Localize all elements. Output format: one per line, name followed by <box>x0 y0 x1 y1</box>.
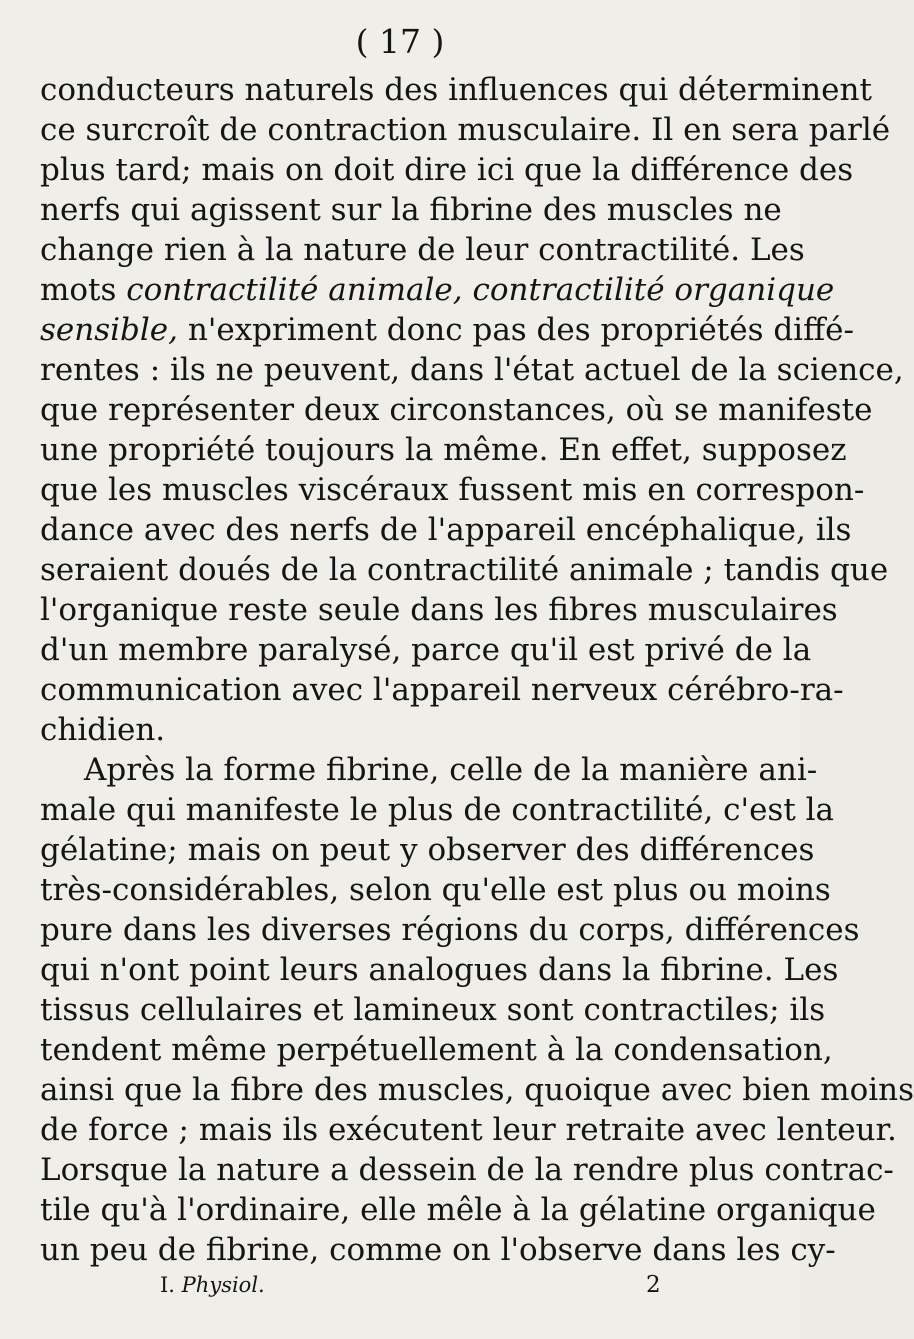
text-line: très-considérables, selon qu'elle est plus ou moins <box>40 872 831 908</box>
text-line: tile qu'à l'ordinaire, elle mêle à la gélatine organique <box>40 1192 876 1228</box>
text-line: communication avec l'appareil nerveux cérébro-ra- <box>40 672 844 708</box>
text-line: conducteurs naturels des influences qui déterminent <box>40 72 872 108</box>
text-line: de force ; mais ils exécutent leur retraite avec lenteur. <box>40 1112 897 1148</box>
text-line-with-italics <box>40 310 854 350</box>
text-line: tendent même perpétuellement à la condensation, <box>40 1032 833 1068</box>
text-line: que les muscles viscéraux fussent mis en correspon- <box>40 472 865 508</box>
text-line: un peu de fibrine, comme on l'observe dans les cy- <box>40 1232 836 1268</box>
text-line: change rien à la nature de leur contractilité. Les <box>40 232 805 268</box>
text-line: nerfs qui agissent sur la fibrine des muscles ne <box>40 192 782 228</box>
text-line: plus tard; mais on doit dire ici que la différence des <box>40 152 854 188</box>
text-line: tissus cellulaires et lamineux sont contractiles; ils <box>40 992 826 1028</box>
text-line: chidien. <box>40 712 166 748</box>
italic-phrase: contractilité animale, contractilité organique <box>126 272 835 308</box>
text-line: que représenter deux circonstances, où se manifeste <box>40 392 873 428</box>
text-line: gélatine; mais on peut y observer des différences <box>40 832 815 868</box>
text-line: Lorsque la nature a dessein de la rendre plus contrac- <box>40 1152 894 1188</box>
paragraph-first-line: Après la forme fibrine, celle de la manière ani- <box>84 752 818 788</box>
line-suffix: n'expriment donc pas des propriétés diffé- <box>178 312 854 348</box>
line-prefix: mots <box>40 272 127 308</box>
text-line: d'un membre paralysé, parce qu'il est privé de la <box>40 632 812 668</box>
text-line: seraient doués de la contractilité animale ; tandis que <box>40 552 889 588</box>
text-line: ainsi que la fibre des muscles, quoique avec bien moins <box>40 1072 914 1108</box>
page-number: ( 17 ) <box>355 22 445 61</box>
text-line-with-italics <box>40 270 835 310</box>
text-line: l'organique reste seule dans les fibres musculaires <box>40 592 838 628</box>
text-line: une propriété toujours la même. En effet, supposez <box>40 432 847 468</box>
text-line: dance avec des nerfs de l'appareil encéphalique, ils <box>40 512 852 548</box>
text-line: male qui manifeste le plus de contractilité, c'est la <box>40 792 835 828</box>
text-line: rentes : ils ne peuvent, dans l'état actuel de la science, <box>40 352 904 388</box>
footer-signature <box>160 1270 265 1300</box>
sheet-number: 2 <box>646 1272 661 1298</box>
signature-title: Physiol. <box>181 1273 265 1297</box>
signature-volume: I. <box>160 1273 175 1297</box>
text-line: qui n'ont point leurs analogues dans la fibrine. Les <box>40 952 839 988</box>
text-line: ce surcroît de contraction musculaire. Il en sera parlé <box>40 112 891 148</box>
italic-phrase: sensible, <box>40 312 179 348</box>
text-line: pure dans les diverses régions du corps, différences <box>40 912 860 948</box>
